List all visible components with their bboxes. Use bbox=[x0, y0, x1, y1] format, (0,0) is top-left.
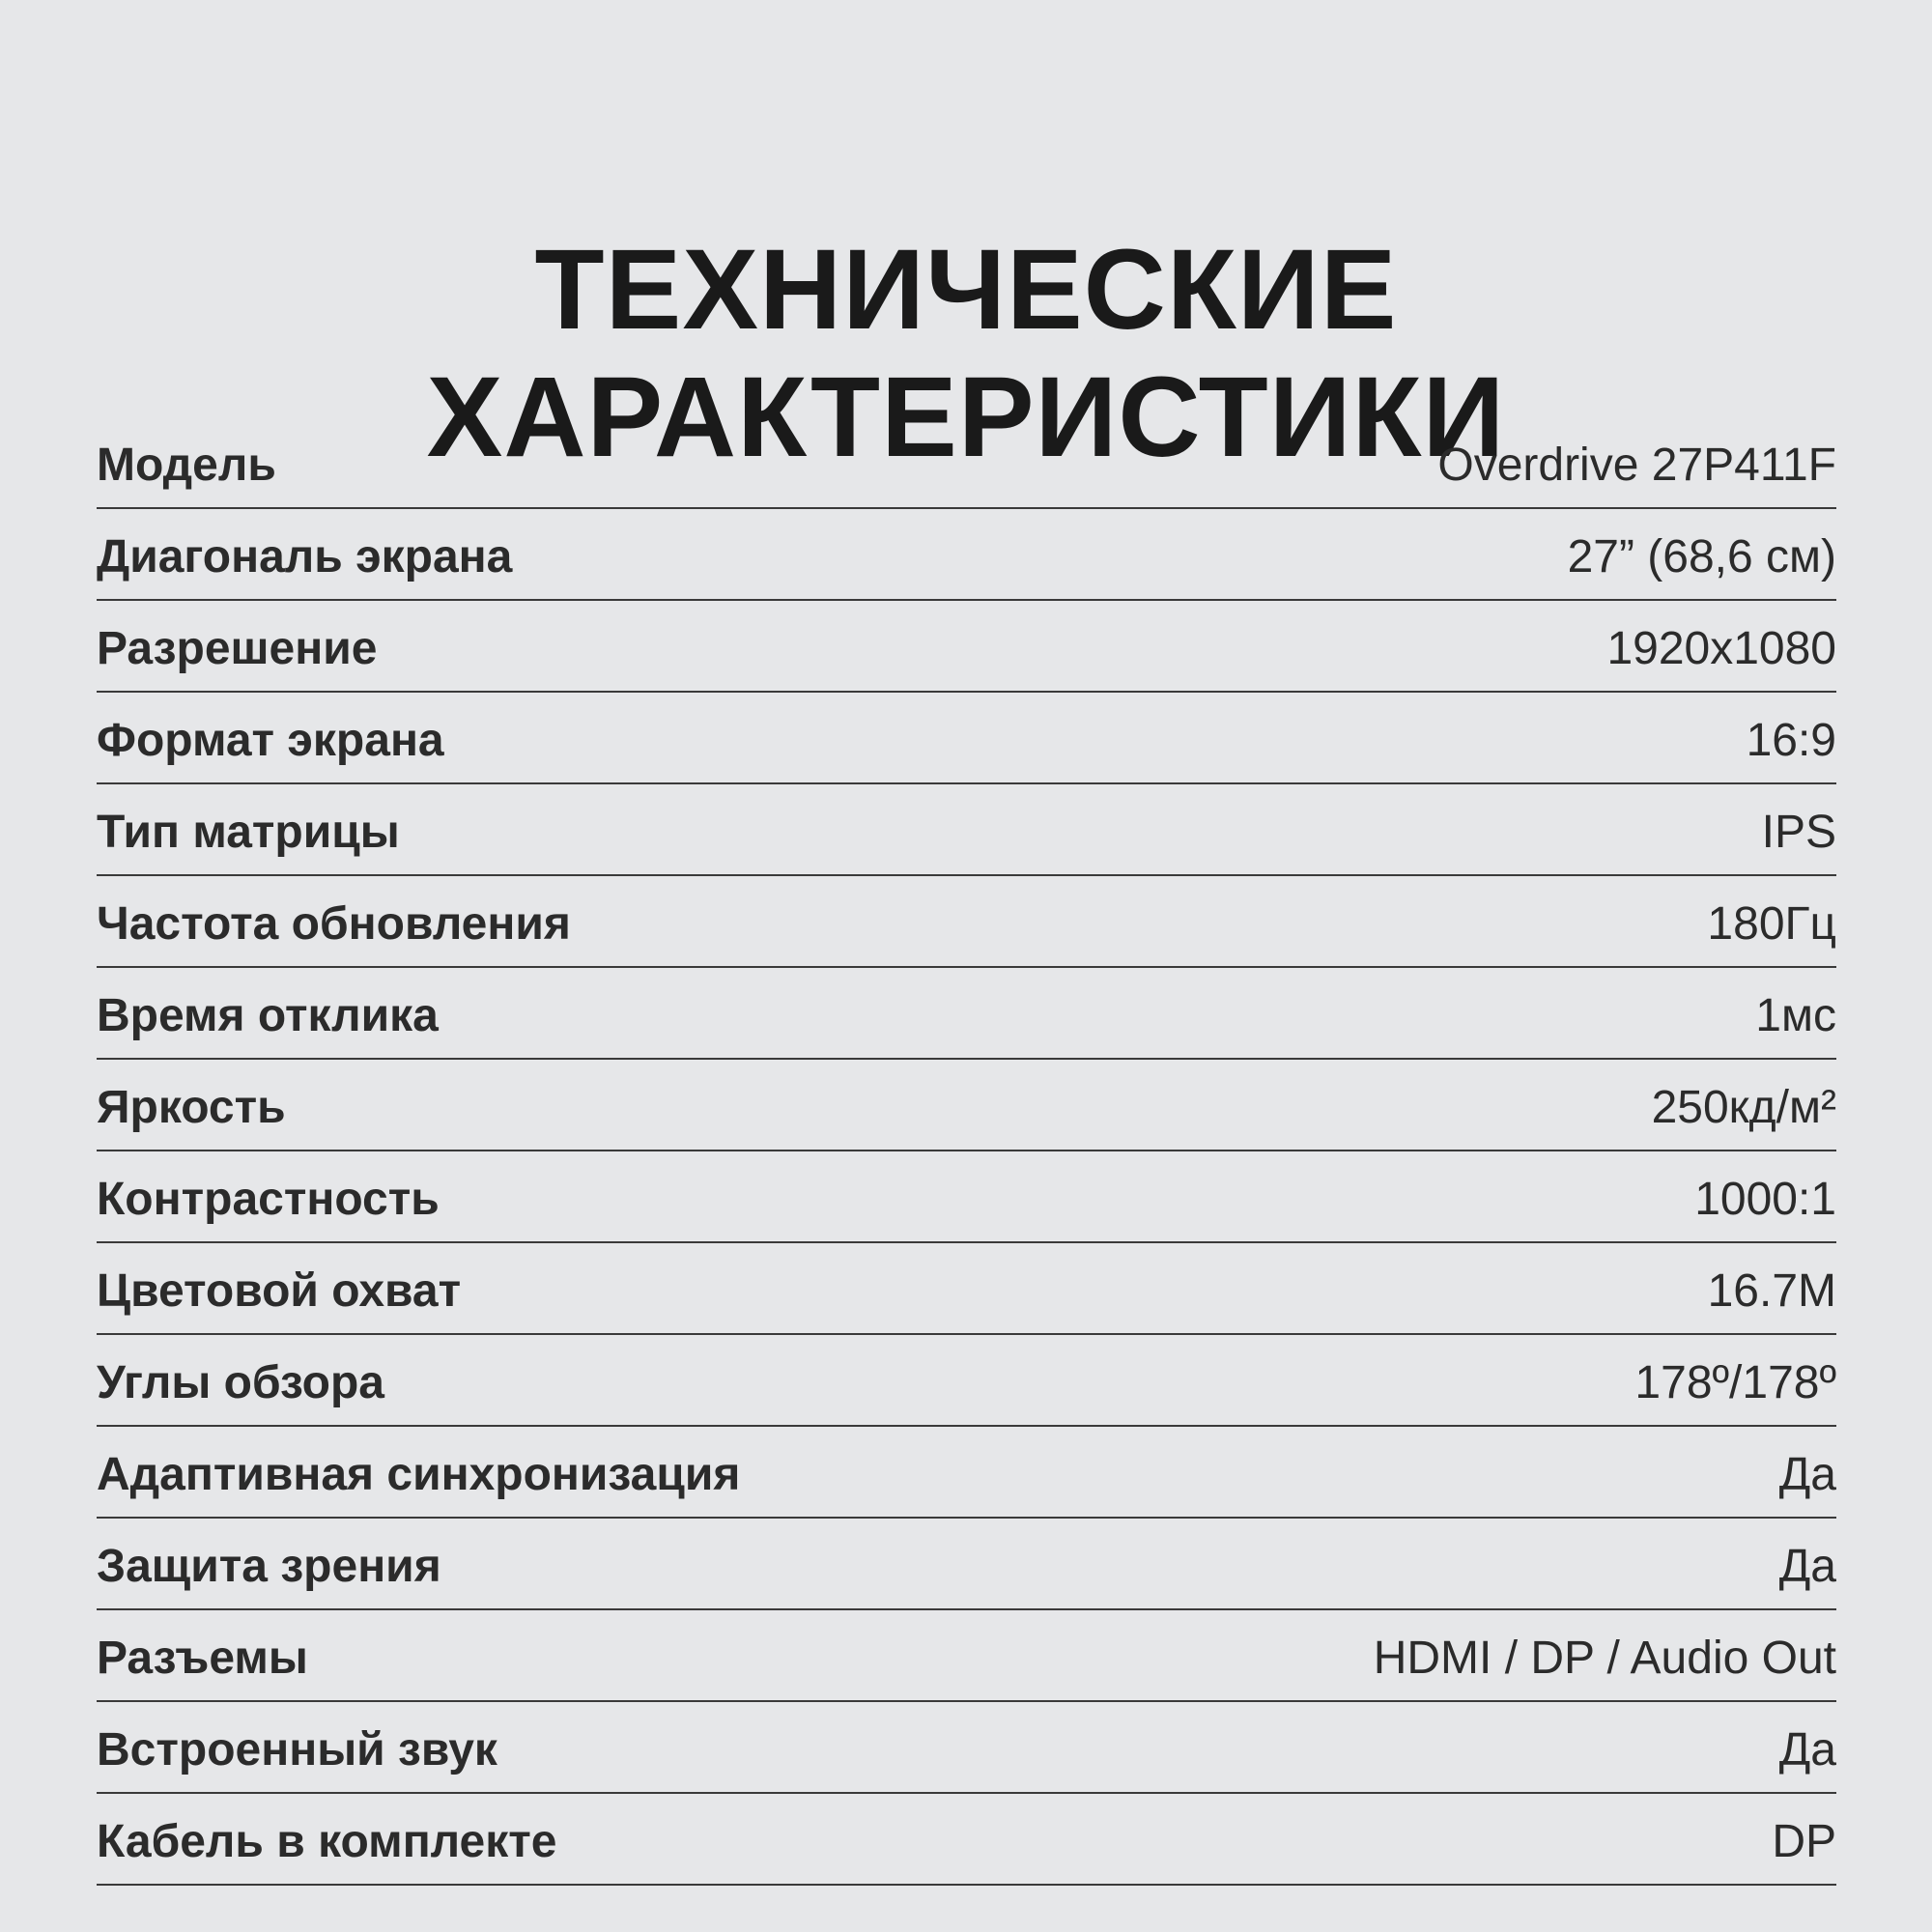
spec-row-viewing-angles bbox=[97, 1335, 1836, 1427]
spec-label: Разъемы bbox=[97, 1633, 308, 1684]
spec-row-resolution bbox=[97, 601, 1836, 693]
spec-label: Углы обзора bbox=[97, 1357, 384, 1408]
specs-table bbox=[97, 417, 1836, 1886]
spec-value: IPS bbox=[1761, 807, 1836, 858]
spec-value: DP bbox=[1772, 1816, 1836, 1867]
spec-row-color-gamut bbox=[97, 1243, 1836, 1335]
spec-row-panel-type bbox=[97, 784, 1836, 876]
spec-row-model bbox=[97, 417, 1836, 509]
spec-value: HDMI / DP / Audio Out bbox=[1373, 1633, 1836, 1684]
spec-row-refresh-rate bbox=[97, 876, 1836, 968]
spec-row-eye-care bbox=[97, 1519, 1836, 1610]
page-title-line-1: ТЕХНИЧЕСКИЕ bbox=[534, 226, 1398, 355]
spec-label: Встроенный звук bbox=[97, 1724, 497, 1776]
spec-label: Яркость bbox=[97, 1082, 286, 1133]
spec-value: 250кд/м² bbox=[1651, 1082, 1836, 1133]
page-title-line-2: ХАРАКТЕРИСТИКИ bbox=[426, 354, 1506, 482]
spec-value: Да bbox=[1778, 1724, 1836, 1776]
spec-value: 16:9 bbox=[1746, 715, 1836, 766]
spec-value: 178º/178º bbox=[1634, 1357, 1836, 1408]
spec-label: Разрешение bbox=[97, 623, 378, 674]
spec-row-diagonal bbox=[97, 509, 1836, 601]
spec-row-adaptive-sync bbox=[97, 1427, 1836, 1519]
spec-label: Время отклика bbox=[97, 990, 439, 1041]
spec-label: Диагональ экрана bbox=[97, 531, 513, 582]
spec-row-contrast bbox=[97, 1151, 1836, 1243]
spec-label: Цветовой охват bbox=[97, 1265, 462, 1317]
spec-label: Модель bbox=[97, 440, 276, 491]
spec-value: 16.7M bbox=[1707, 1265, 1836, 1317]
spec-value: Да bbox=[1778, 1541, 1836, 1592]
spec-value: Overdrive 27P411F bbox=[1437, 440, 1836, 491]
spec-label: Формат экрана bbox=[97, 715, 444, 766]
spec-label: Адаптивная синхронизация bbox=[97, 1449, 741, 1500]
spec-value: 1000:1 bbox=[1694, 1174, 1836, 1225]
spec-label: Тип матрицы bbox=[97, 807, 400, 858]
spec-value: 1920x1080 bbox=[1606, 623, 1836, 674]
spec-label: Защита зрения bbox=[97, 1541, 441, 1592]
spec-label: Контрастность bbox=[97, 1174, 440, 1225]
spec-value: 27” (68,6 см) bbox=[1567, 531, 1836, 582]
spec-row-aspect-ratio bbox=[97, 693, 1836, 784]
spec-row-brightness bbox=[97, 1060, 1836, 1151]
spec-label: Частота обновления bbox=[97, 898, 571, 950]
spec-label: Кабель в комплекте bbox=[97, 1816, 557, 1867]
spec-value: 1мс bbox=[1755, 990, 1836, 1041]
spec-row-ports bbox=[97, 1610, 1836, 1702]
spec-row-cable-included bbox=[97, 1794, 1836, 1886]
spec-value: 180Гц bbox=[1707, 898, 1836, 950]
spec-row-response-time bbox=[97, 968, 1836, 1060]
spec-row-built-in-audio bbox=[97, 1702, 1836, 1794]
spec-value: Да bbox=[1778, 1449, 1836, 1500]
